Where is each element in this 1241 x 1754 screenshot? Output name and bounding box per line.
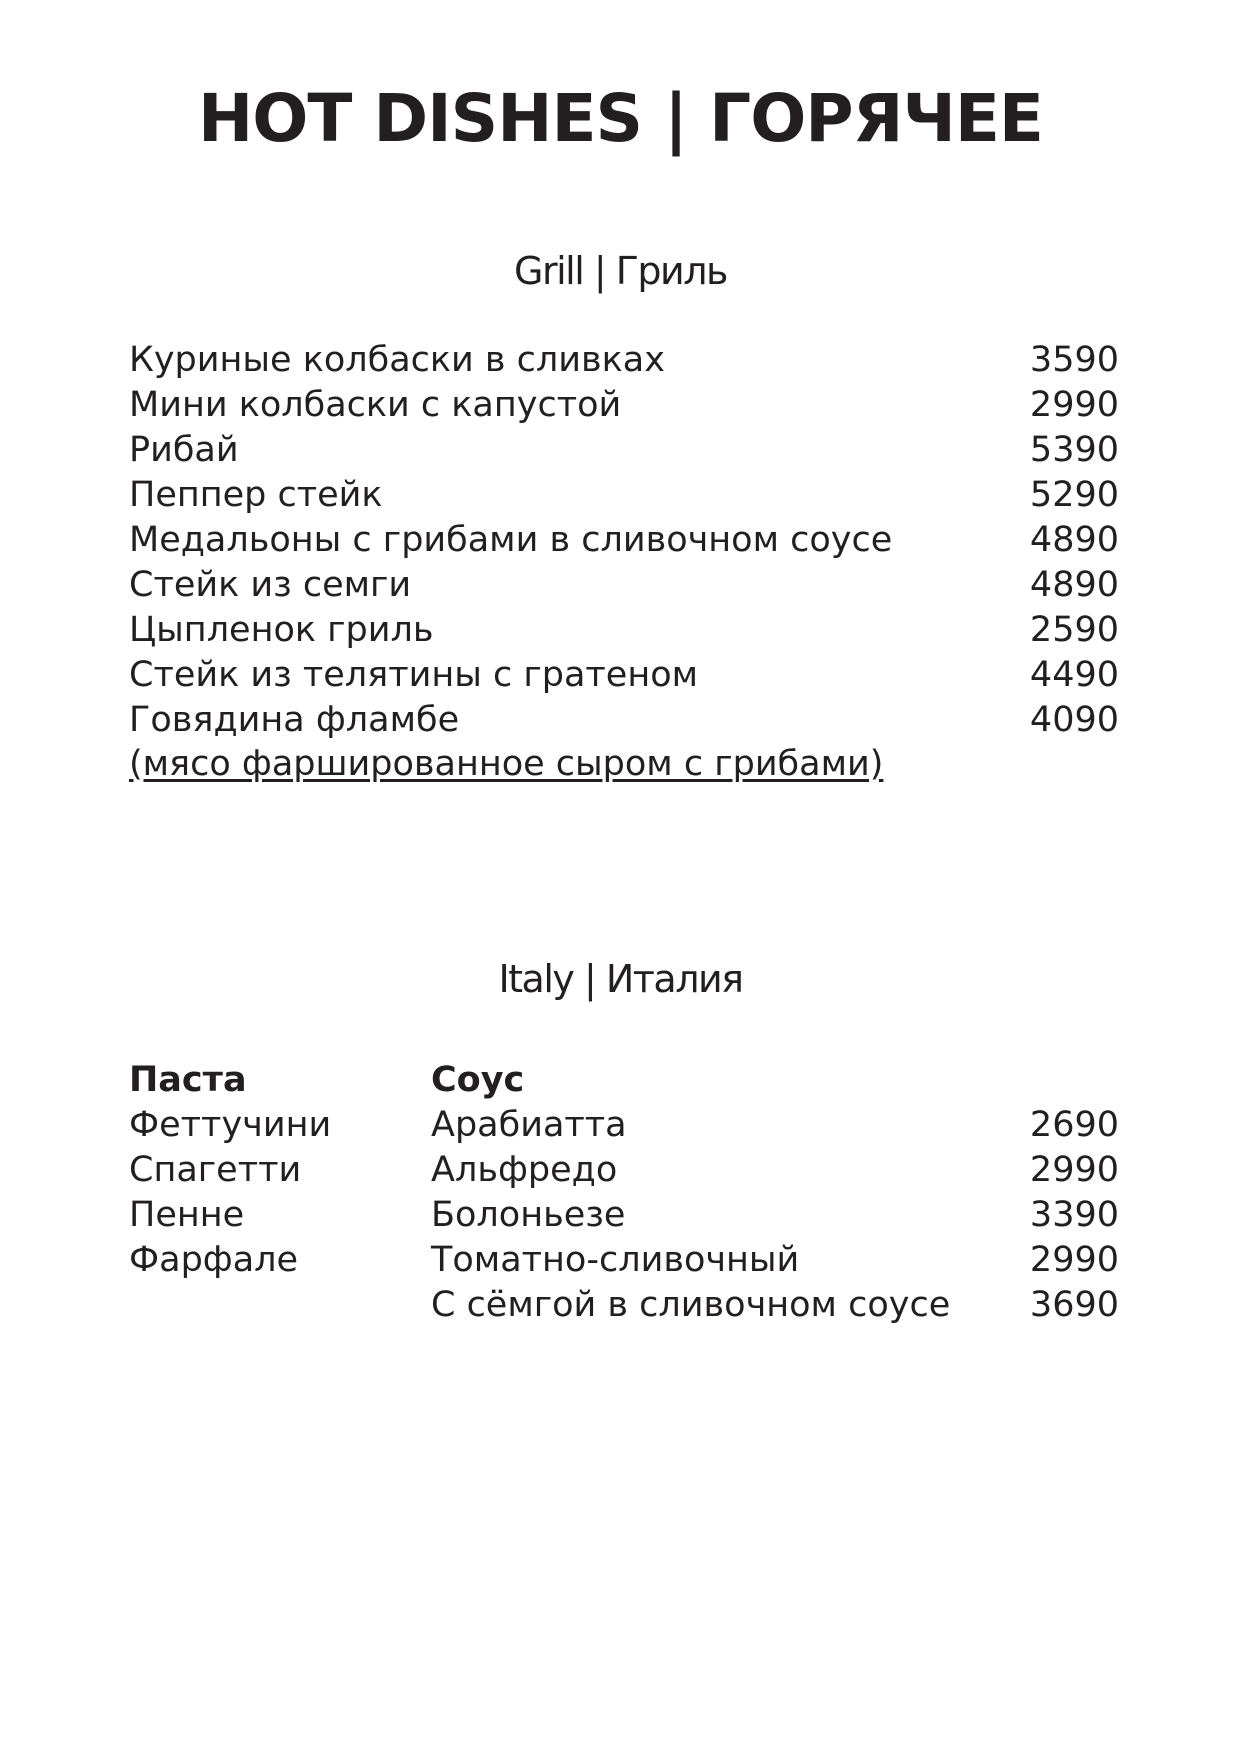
section-title-grill: Grill | Гриль [514,249,727,293]
dish-price: 5290 [1029,475,1119,515]
pasta-header: Паста [129,1060,247,1100]
list-item [129,428,1119,473]
sauce-price: 2690 [1029,1105,1119,1145]
dish-price: 2990 [1029,385,1119,425]
sauce-name: С сёмгой в сливочном соусе [431,1285,951,1325]
sauce-header: Соус [431,1060,525,1100]
list-item [129,473,1119,518]
dish-name: Рибай [129,430,239,470]
list-item [129,518,1119,563]
sauce-name: Альфредо [431,1150,618,1190]
sauce-price: 3390 [1029,1195,1119,1235]
sauce-name: Арабиатта [431,1105,627,1145]
table-row [129,1103,1119,1148]
list-item [129,563,1119,608]
dish-name: Цыпленок гриль [129,610,434,650]
dish-name: Пеппер стейк [129,475,383,515]
list-item [129,608,1119,653]
pasta-name: Фарфале [129,1240,299,1280]
list-item [129,338,1119,383]
list-item [129,698,1119,743]
dish-name: Мини колбаски с капустой [129,385,622,425]
dish-price: 4490 [1029,655,1119,695]
table-row [129,1148,1119,1193]
table-row [129,1238,1119,1283]
dish-price: 2590 [1029,610,1119,650]
table-header [129,1058,1119,1103]
dish-name: Говядина фламбе [129,700,460,740]
dish-price: 4890 [1029,520,1119,560]
table-row [129,1283,1119,1328]
pasta-name: Феттучини [129,1105,332,1145]
sauce-price: 3690 [1029,1285,1119,1325]
pasta-name: Пенне [129,1195,245,1235]
sauce-price: 2990 [1029,1240,1119,1280]
list-item [129,653,1119,698]
table-row [129,1193,1119,1238]
dish-name: Стейк из семги [129,565,412,605]
pasta-table [129,1058,1119,1328]
pasta-name: Спагетти [129,1150,302,1190]
dish-note: (мясо фаршированное сыром с грибами) [129,744,884,784]
sauce-price: 2990 [1029,1150,1119,1190]
dish-price: 4890 [1029,565,1119,605]
dish-price: 4090 [1029,700,1119,740]
sauce-name: Болоньезе [431,1195,626,1235]
grill-list [129,338,1119,743]
dish-price: 5390 [1029,430,1119,470]
sauce-name: Томатно-сливочный [431,1240,800,1280]
dish-name: Медальоны с грибами в сливочном соусе [129,520,893,560]
dish-price: 3590 [1029,340,1119,380]
list-item [129,383,1119,428]
dish-name: Куриные колбаски в сливках [129,340,665,380]
section-title-italy: Italy | Италия [498,957,743,1001]
page-title: HOT DISHES | ГОРЯЧЕЕ [198,80,1043,157]
dish-name: Стейк из телятины с гратеном [129,655,699,695]
